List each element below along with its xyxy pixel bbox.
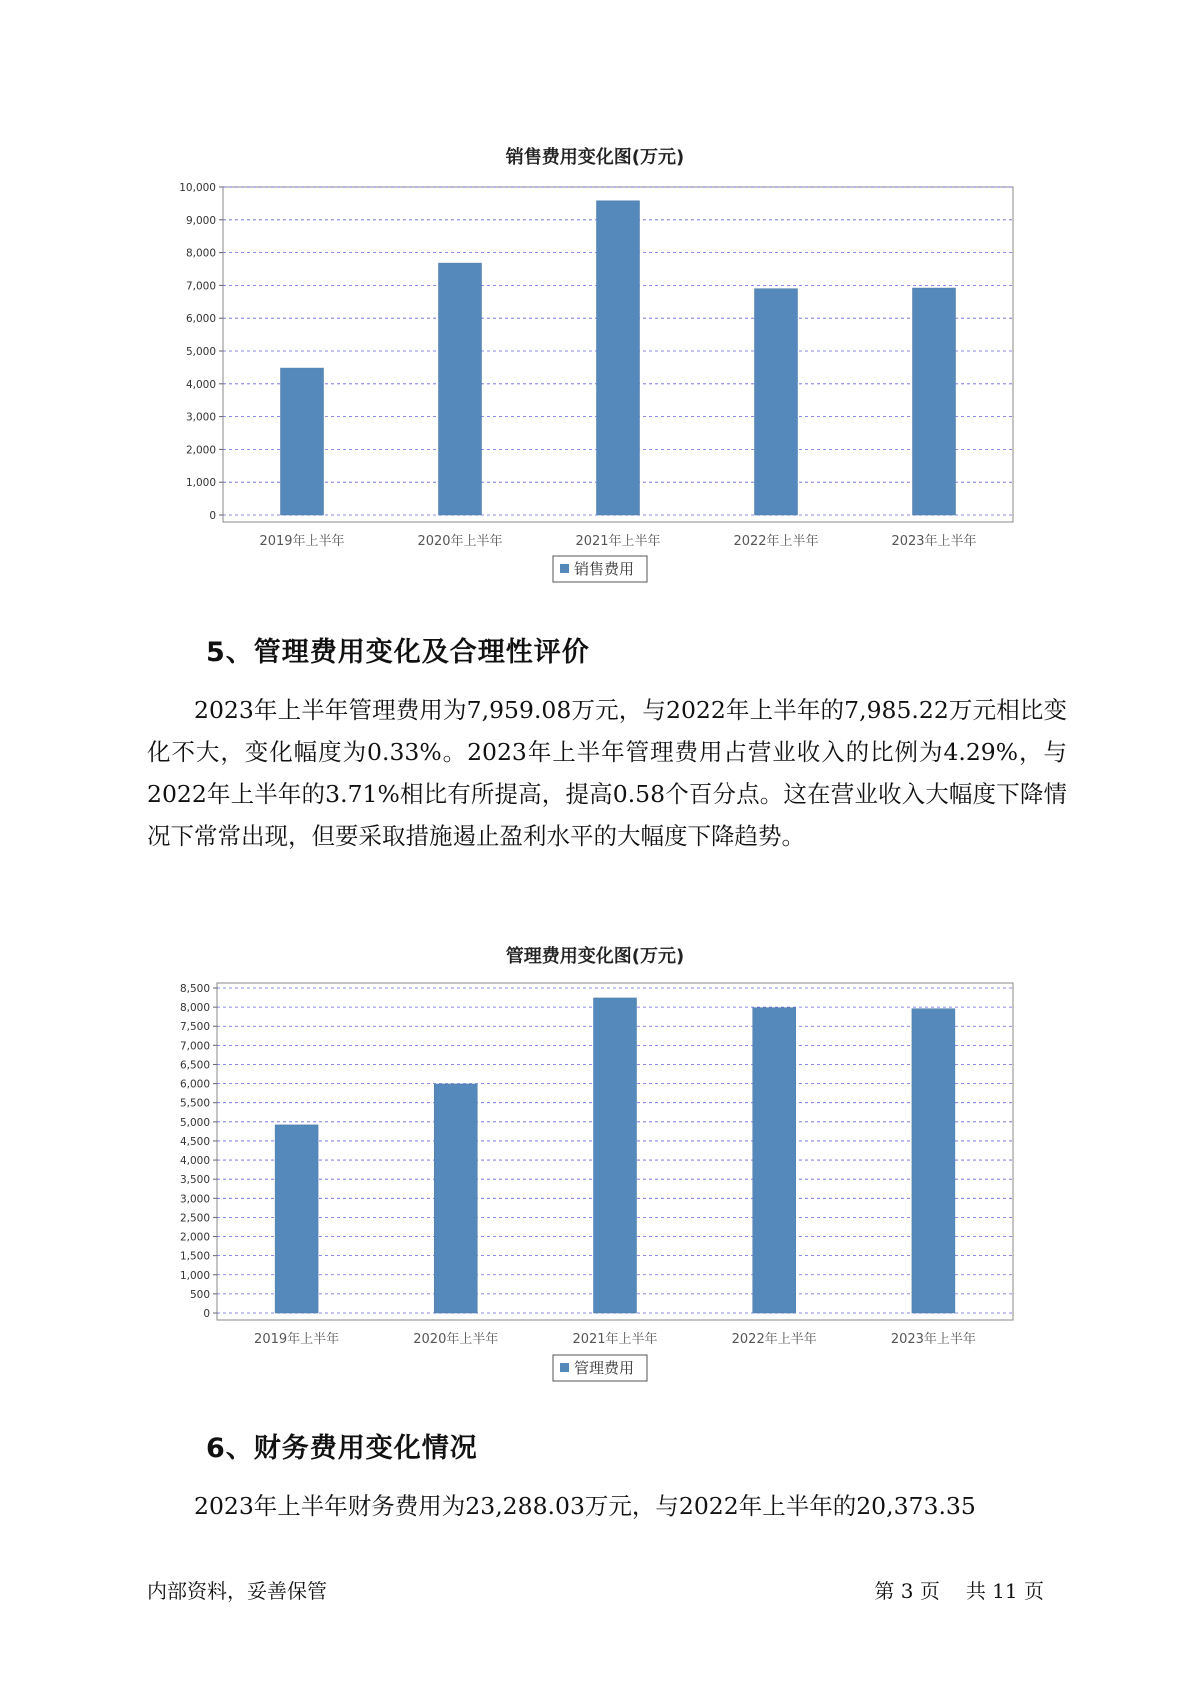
bar [594, 998, 637, 1313]
y-tick-label: 5,000 [179, 1116, 210, 1129]
y-tick-label: 1,000 [185, 477, 216, 490]
y-tick-label: 3,000 [179, 1193, 210, 1206]
y-tick-label: 1,500 [179, 1250, 210, 1263]
legend-swatch [560, 1363, 569, 1372]
y-tick-label: 6,000 [179, 1078, 210, 1091]
x-tick-label: 2022年上半年 [731, 1332, 817, 1347]
y-tick-label: 8,000 [179, 1002, 210, 1015]
section-6-paragraph: 2023年上半年财务费用为23,288.03万元，与2022年上半年的20,373.35 [194, 1492, 976, 1520]
y-tick-label: 3,000 [185, 411, 216, 424]
y-tick-label: 8,000 [185, 247, 216, 260]
y-tick-label: 7,500 [179, 1021, 210, 1034]
x-tick-label: 2020年上半年 [413, 1332, 499, 1347]
chart-legend [553, 1355, 647, 1381]
y-tick-label: 6,500 [179, 1059, 210, 1072]
x-tick-label: 2021年上半年 [572, 1332, 658, 1347]
y-tick-label: 0 [209, 510, 216, 522]
y-tick-label: 5,000 [185, 346, 216, 358]
y-tick-label: 6,000 [185, 313, 216, 326]
x-tick-label: 2023年上半年 [890, 1332, 976, 1347]
footer-page-info [874, 1575, 1044, 1604]
x-tick-label: 2019年上半年 [259, 534, 345, 549]
y-tick-label: 7,000 [185, 280, 216, 293]
y-tick-label: 2,000 [185, 444, 216, 457]
chart-title: 销售费用变化图(万元) [505, 147, 685, 168]
y-tick-label: 5,500 [179, 1097, 210, 1110]
legend-label: 销售费用 [574, 560, 635, 578]
y-tick-label: 4,000 [185, 378, 216, 391]
bar [753, 1008, 796, 1313]
y-tick-label: 3,500 [179, 1174, 210, 1187]
y-tick-label: 2,500 [179, 1212, 210, 1225]
x-tick-label: 2023年上半年 [891, 534, 977, 549]
chart-title: 管理费用变化图(万元) [505, 946, 685, 967]
y-tick-label: 7,000 [179, 1040, 210, 1053]
x-tick-label: 2019年上半年 [254, 1332, 340, 1347]
x-tick-label: 2020年上半年 [417, 534, 503, 549]
y-tick-label: 4,000 [179, 1155, 210, 1168]
legend-label: 管理费用 [574, 1359, 635, 1377]
section-6-heading: 6、财务费用变化情况 [206, 1433, 478, 1464]
footer-confidential-note: 内部资料，妥善保管 [147, 1579, 327, 1603]
bar [275, 1125, 318, 1313]
bar [434, 1084, 477, 1313]
y-tick-label: 500 [189, 1288, 210, 1301]
x-tick-label: 2021年上半年 [575, 534, 661, 549]
section-5-heading: 5、管理费用变化及合理性评价 [206, 637, 590, 668]
y-tick-label: 2,000 [179, 1231, 210, 1244]
y-tick-label: 9,000 [185, 214, 216, 227]
y-tick-label: 0 [203, 1308, 210, 1320]
y-tick-label: 1,000 [179, 1269, 210, 1282]
footer-total-pages: 共 11 页 [965, 1579, 1044, 1603]
y-tick-label: 8,500 [179, 983, 210, 995]
x-tick-label: 2022年上半年 [733, 534, 819, 549]
y-tick-label: 4,500 [179, 1135, 210, 1148]
section-5-paragraph: 2023年上半年管理费用为7,959.08万元，与2022年上半年的7,985.22万元相比变化不大，变化幅度为0.33%。2023年上半年管理费用占营业收入的比例为4.29%，与2022年上半年的3.71%相比有所提高，提高0.58个百分点。这在营业收入大幅度下降情况下常常出现，但要采取措施遏止盈利水平的大幅度下降趋势。 [147, 696, 1067, 850]
footer-page-number: 第 3 页 [874, 1579, 940, 1603]
bar [912, 1009, 955, 1313]
y-tick-label: 10,000 [179, 182, 216, 194]
